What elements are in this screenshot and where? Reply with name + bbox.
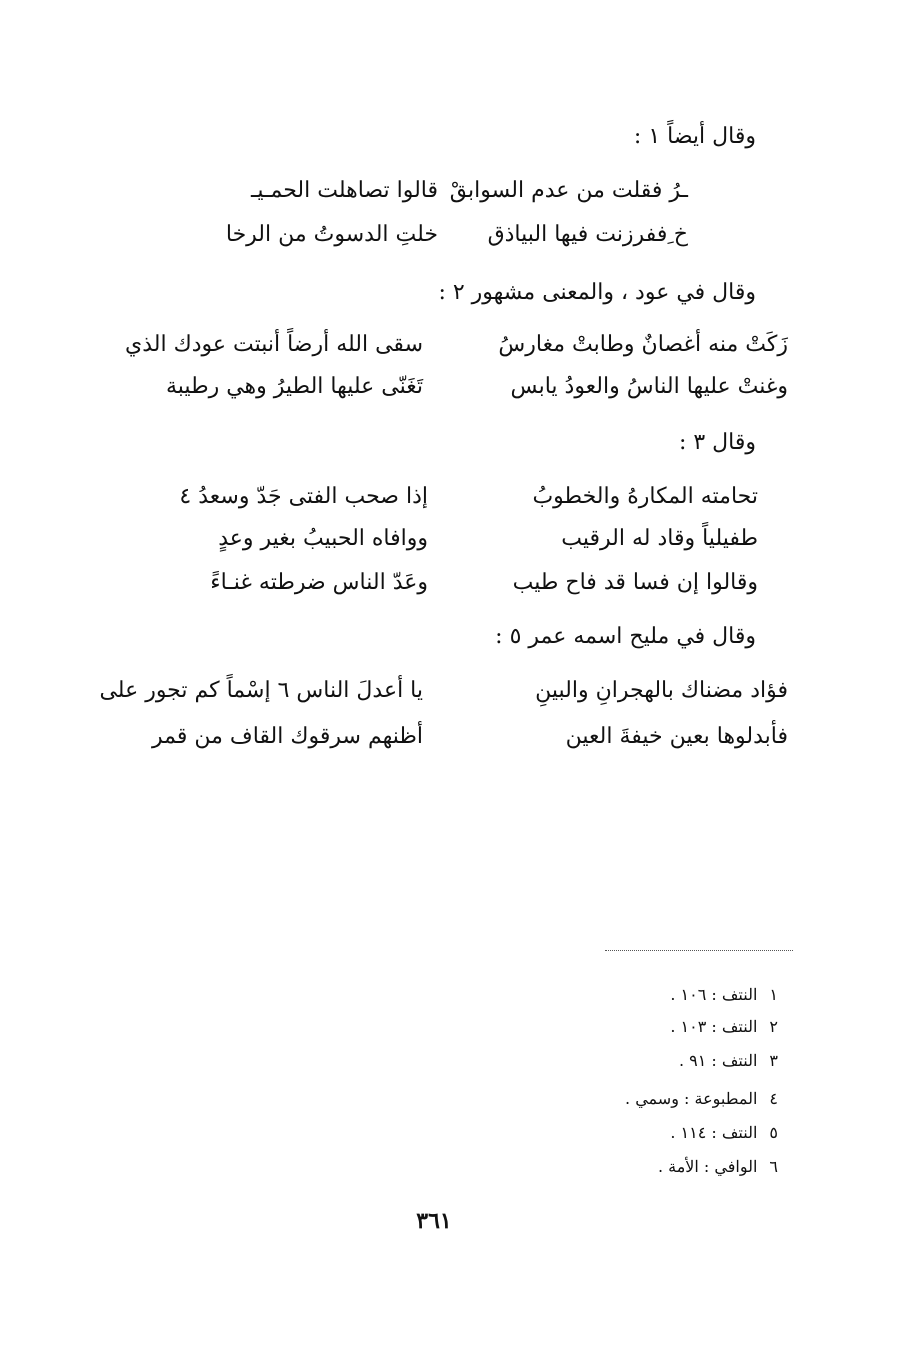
poem-3-verse-3-first: وعَدّ الناس ضرطته غنـاءً <box>210 570 428 595</box>
footnote-number: ٣ <box>769 1051 778 1070</box>
poem-2-verse-1-second: زَكَتْ منه أغصانٌ وطابتْ مغارسُ <box>498 332 788 357</box>
poem-2-verse-2-second: وغنتْ عليها الناسُ والعودُ يابس <box>510 374 788 399</box>
poem-3-verse-1-first: إذا صحب الفتى جَدّ وسعدُ ٤ <box>179 484 428 509</box>
poem-4-verse-1-first: يا أعدلَ الناس ٦ إسْماً كم تجور على <box>99 678 423 703</box>
poem-1-verse-1-second: ـرُ فقلت من عدم السوابقْ <box>449 178 688 203</box>
poem-3-verse-1-second: تحامته المكارهُ والخطوبُ <box>532 484 758 509</box>
footnote-text: النتف : ٩١ . <box>678 1051 758 1070</box>
footnote-number: ٦ <box>769 1157 778 1176</box>
footnote-text: الوافي : الأمة . <box>657 1157 758 1176</box>
footnote-number: ٥ <box>769 1123 778 1142</box>
poem-1-verse-2-first: خلتِ الدسوتُ من الرخا <box>225 222 438 247</box>
poem-4-verse-1-second: فؤاد مضناك بالهجرانِ والبينِ <box>535 678 788 703</box>
footnote-2 <box>670 1016 778 1038</box>
intro-line-3: وقال ٣ : <box>678 430 756 455</box>
footnote-text: المطبوعة : وسمي . <box>625 1089 758 1108</box>
footnote-text: النتف : ١١٤ . <box>670 1123 758 1142</box>
poem-2-verse-2-first: تَغَنّى عليها الطيرُ وهي رطيبة <box>166 374 423 399</box>
page-number: ٣٦١ <box>416 1208 452 1234</box>
footnote-3 <box>679 1050 778 1072</box>
footnote-1 <box>670 984 778 1006</box>
poem-1-verse-1-first: قالوا تصاهلت الحمـيـ <box>250 178 438 203</box>
footnote-5 <box>670 1122 778 1144</box>
footnote-number: ٢ <box>769 1017 778 1036</box>
footnote-6 <box>658 1156 778 1178</box>
intro-line-1: وقال أيضاً ١ : <box>633 124 756 149</box>
footnote-number: ٤ <box>769 1089 778 1108</box>
footnote-4 <box>625 1088 778 1110</box>
poem-3-verse-3-second: وقالوا إن فسا قد فاح طيب <box>512 570 758 595</box>
poem-3-verse-2-second: طفيلياً وقاد له الرقيب <box>561 526 758 551</box>
poem-4-verse-2-second: فأبدلوها بعين خيفةَ العين <box>565 724 788 749</box>
poem-3-verse-2-first: ووافاه الحبيبُ بغير وعدٍ <box>218 526 428 551</box>
poem-1-verse-2-second: خ ِففرزنت فيها البياذق <box>487 222 688 247</box>
footnote-text: النتف : ١٠٣ . <box>670 1017 758 1036</box>
footnote-number: ١ <box>769 985 778 1004</box>
intro-line-4: وقال في مليح اسمه عمر ٥ : <box>495 624 756 649</box>
footnote-text: النتف : ١٠٦ . <box>670 985 758 1004</box>
intro-line-2: وقال في عود ، والمعنى مشهور ٢ : <box>438 280 756 305</box>
footnote-separator <box>605 950 793 951</box>
poem-2-verse-1-first: سقى الله أرضاً أنبتت عودك الذي <box>125 332 423 357</box>
poem-4-verse-2-first: أظنهم سرقوك القاف من قمر <box>152 724 423 749</box>
